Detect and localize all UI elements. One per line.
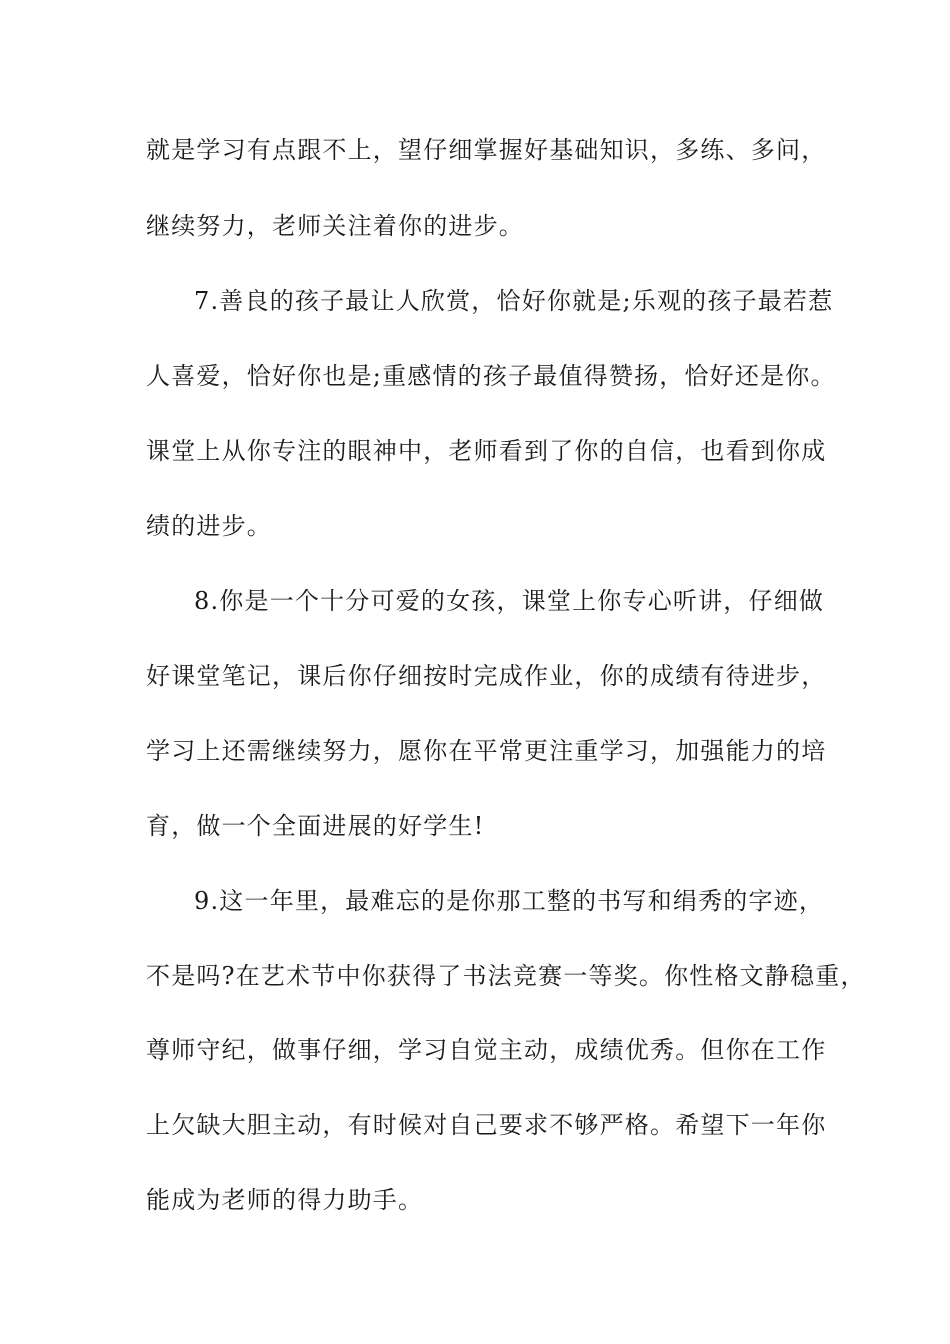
text-line: 上欠缺大胆主动，有时候对自己要求不够严格。希望下一年你	[146, 1111, 827, 1139]
text-line-item-8: 8.你是一个十分可爱的女孩，课堂上你专心听讲，仔细做	[194, 587, 825, 615]
text-line: 课堂上从你专注的眼神中，老师看到了你的自信，也看到你成	[146, 437, 827, 465]
text-line: 不是吗?在艺术节中你获得了书法竞赛一等奖。你性格文静稳重，	[146, 962, 866, 990]
text-line: 好课堂笔记，课后你仔细按时完成作业，你的成绩有待进步，	[146, 662, 827, 690]
text-line: 能成为老师的得力助手。	[146, 1186, 424, 1214]
text-line-item-9: 9.这一年里，最难忘的是你那工整的书写和绢秀的字迹，	[194, 887, 825, 915]
text-line: 就是学习有点跟不上，望仔细掌握好基础知识，多练、多问，	[146, 136, 827, 164]
text-line: 绩的进步。	[146, 512, 272, 540]
text-line: 学习上还需继续努力，愿你在平常更注重学习，加强能力的培	[146, 737, 827, 765]
text-line: 尊师守纪，做事仔细，学习自觉主动，成绩优秀。但你在工作	[146, 1036, 827, 1064]
text-line: 育，做一个全面进展的好学生!	[146, 812, 485, 840]
text-line-item-7: 7.善良的孩子最让人欣赏，恰好你就是;乐观的孩子最若惹	[194, 287, 834, 315]
text-line: 人喜爱，恰好你也是;重感情的孩子最值得赞扬，恰好还是你。	[146, 362, 836, 390]
text-line: 继续努力，老师关注着你的进步。	[146, 212, 524, 240]
